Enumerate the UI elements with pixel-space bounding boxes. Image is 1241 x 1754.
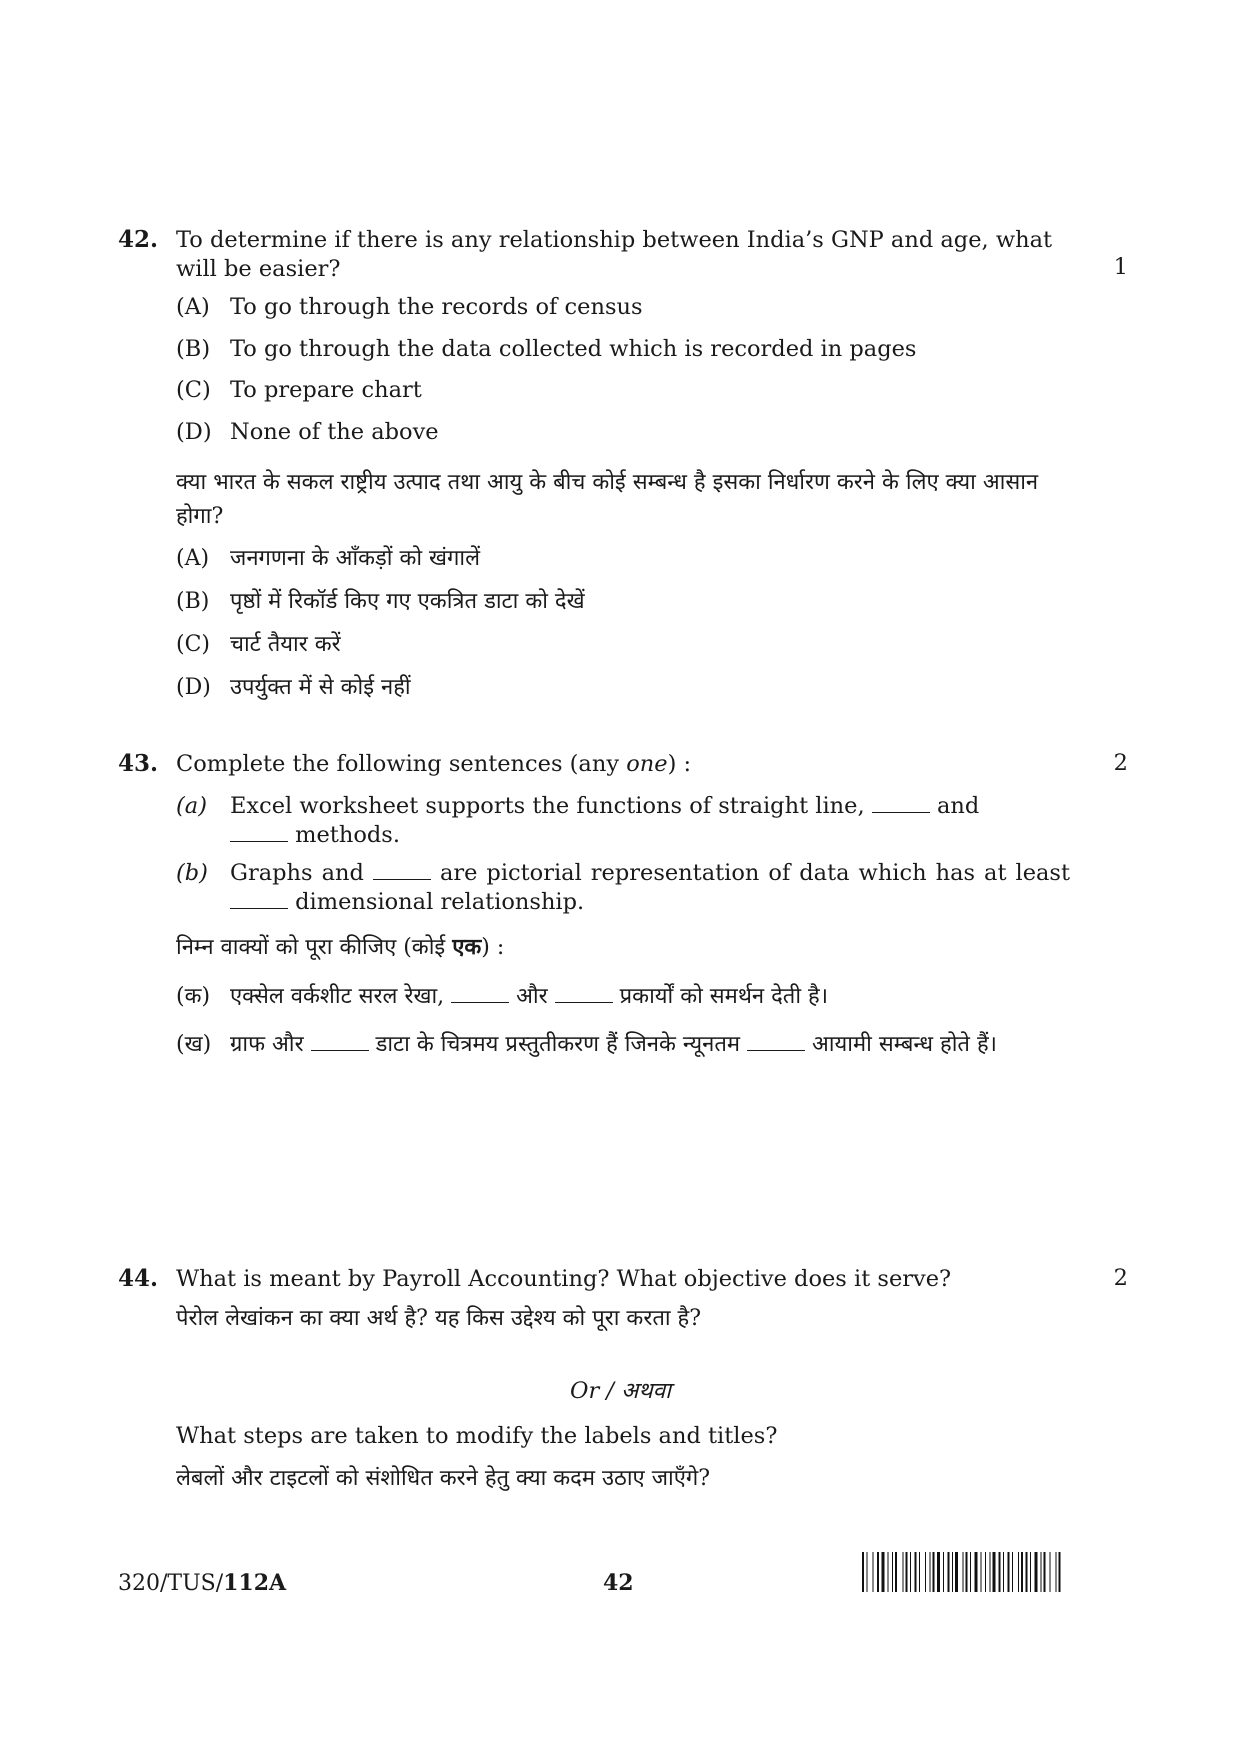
blank-line xyxy=(230,890,288,909)
option-text: None of the above xyxy=(230,419,439,445)
sentence-part: are pictorial representation of data which has at least xyxy=(439,860,1071,886)
option-b-hindi xyxy=(176,585,1076,619)
option-text: चार्ट तैयार करें xyxy=(230,632,341,657)
or-separator: Or / अथवा xyxy=(570,1378,671,1404)
sentence-part: एक्सेल वर्कशीट सरल रेखा, xyxy=(230,984,445,1009)
question-text-emphasis: एक xyxy=(452,934,482,960)
option-label: (A) xyxy=(176,546,210,571)
option-text xyxy=(230,980,1070,1014)
question-text-part: Complete the following sentences (any xyxy=(176,751,627,777)
option-label: (B) xyxy=(176,589,210,614)
question-text xyxy=(176,750,1066,779)
question-text-hindi xyxy=(176,930,1066,965)
question-number: 44. xyxy=(118,1265,159,1292)
blank-line xyxy=(747,1032,805,1051)
question-text-part: ) : xyxy=(481,935,505,960)
paper-code xyxy=(118,1570,286,1596)
blank-line xyxy=(311,1032,369,1051)
option-text: पृष्ठों में रिकॉर्ड किए गए एकत्रित डाटा को देखें xyxy=(230,589,585,614)
question-number: 42. xyxy=(118,226,159,253)
blank-line xyxy=(230,823,288,842)
blank-line xyxy=(373,861,431,880)
option-label: (D) xyxy=(176,675,211,700)
sentence-part: और xyxy=(516,984,548,1009)
option-label: (A) xyxy=(176,294,210,320)
option-d xyxy=(176,418,1076,447)
sentence-part: methods. xyxy=(295,822,400,848)
page-number: 42 xyxy=(603,1570,634,1596)
sentence-b xyxy=(176,859,1076,917)
question-text: What steps are taken to modify the labels and titles? xyxy=(176,1423,778,1449)
question-text-hindi: लेबलों और टाइटलों को संशोधित करने हेतु क्या कदम उठाए जाएँगे? xyxy=(176,1466,711,1491)
option-d-hindi xyxy=(176,671,1076,705)
blank-line xyxy=(555,984,613,1003)
option-a xyxy=(176,293,1076,322)
sentence-ka xyxy=(176,980,1076,1014)
marks: 2 xyxy=(1113,1265,1128,1291)
option-text: To go through the data collected which is recorded in pages xyxy=(230,336,917,362)
barcode xyxy=(862,1552,1126,1592)
marks: 1 xyxy=(1113,254,1128,280)
question-text-part: निम्न वाक्यों को पूरा कीजिए (कोई xyxy=(176,935,453,960)
question-text-hindi: क्या भारत के सकल राष्ट्रीय उत्पाद तथा आयु के बीच कोई सम्बन्ध है इसका निर्धारण करने के लिए क्या आसान होगा? xyxy=(176,470,1039,529)
sentence-kha xyxy=(176,1028,1076,1062)
question-text: To determine if there is any relationship between India’s GNP and age, what will be easier? xyxy=(176,227,1053,282)
option-label: (b) xyxy=(176,860,208,886)
blank-line xyxy=(451,984,509,1003)
paper-code-prefix: 320/TUS/ xyxy=(118,1571,224,1596)
option-text xyxy=(230,1028,1070,1062)
question-text-emphasis: one xyxy=(626,751,668,777)
option-a-hindi xyxy=(176,542,1076,576)
option-b xyxy=(176,335,1076,364)
option-label: (B) xyxy=(176,336,211,362)
question-text-hindi: पेरोल लेखांकन का क्या अर्थ है? यह किस उद्देश्य को पूरा करता है? xyxy=(176,1306,702,1331)
option-label: (C) xyxy=(176,632,210,657)
sentence-part: आयामी सम्बन्ध होते हैं। xyxy=(812,1032,997,1057)
option-label: (क) xyxy=(176,984,211,1009)
option-text xyxy=(230,792,1070,850)
question-text: What is meant by Payroll Accounting? What objective does it serve? xyxy=(176,1266,952,1292)
sentence-part: ग्राफ और xyxy=(230,1032,304,1057)
sentence-part: प्रकार्यों को समर्थन देती है। xyxy=(619,984,829,1009)
option-text: To prepare chart xyxy=(230,377,422,403)
option-text: To go through the records of census xyxy=(230,294,643,320)
option-c-hindi xyxy=(176,628,1076,662)
marks: 2 xyxy=(1113,750,1128,776)
option-label: (D) xyxy=(176,419,212,445)
option-text: उपर्युक्त में से कोई नहीं xyxy=(230,675,411,700)
sentence-part: dimensional relationship. xyxy=(295,889,585,915)
option-c xyxy=(176,376,1076,405)
paper-code-suffix: 112A xyxy=(223,1570,287,1596)
sentence-part: डाटा के चित्रमय प्रस्तुतीकरण हैं जिनके न्यूनतम xyxy=(375,1032,741,1057)
option-text xyxy=(230,859,1070,917)
blank-line xyxy=(872,794,930,813)
question-number: 43. xyxy=(118,750,159,777)
question-text-part: ) : xyxy=(667,751,692,777)
option-label: (C) xyxy=(176,377,211,403)
option-text: जनगणना के आँकड़ों को खंगालें xyxy=(230,546,481,571)
sentence-part: Excel worksheet supports the functions of straight line, xyxy=(230,793,865,819)
option-label: (ख) xyxy=(176,1032,212,1057)
option-label: (a) xyxy=(176,793,207,819)
sentence-a xyxy=(176,792,1076,850)
sentence-part: Graphs and xyxy=(230,860,364,886)
sentence-part: and xyxy=(936,793,980,819)
